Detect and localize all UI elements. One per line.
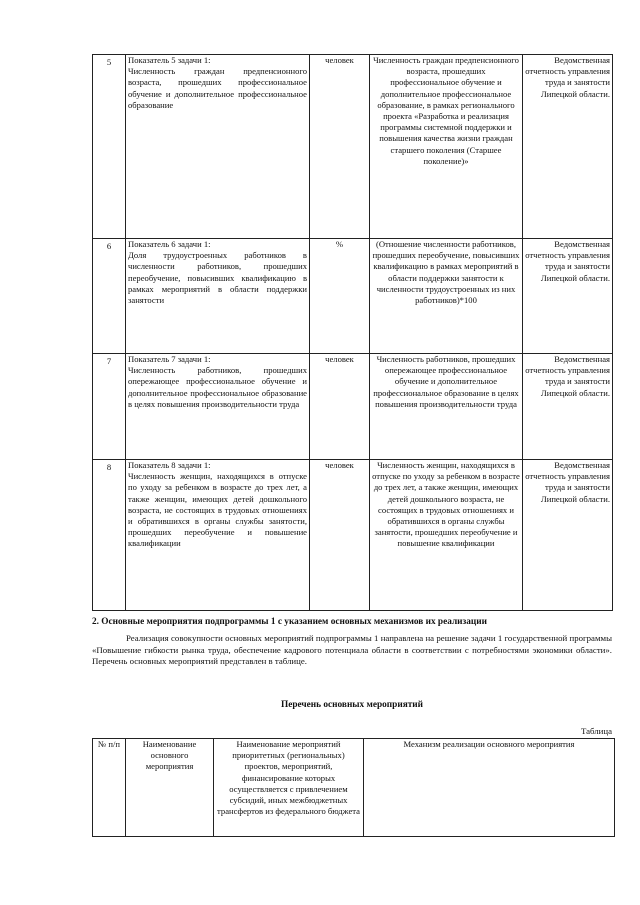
header-cell-number: № п/п xyxy=(93,739,126,837)
source-cell: Ведомственная отчетность управления труда и занятости Липецкой области. xyxy=(523,354,613,460)
table-label: Таблица xyxy=(580,726,612,736)
table-header-row xyxy=(93,739,615,837)
indicator-text: Доля трудоустроенных работников в численности работников, прошедших переобучение, повысивших квалификацию в рамках мероприятий в области поддержки занятости xyxy=(128,250,307,306)
source-cell: Ведомственная отчетность управления труда и занятости Липецкой области. xyxy=(523,55,613,239)
indicator-text: Численность работников, прошедших опережающее профессиональное обучение и дополнительное профессиональное образование в целях повышения производительности труда xyxy=(128,365,307,409)
table-row xyxy=(93,239,613,354)
row-number: 5 xyxy=(93,55,126,239)
section-paragraph: Реализация совокупности основных мероприятий подпрограммы 1 направлена на решение задачи 1 государственной программы «Повышение гибкости рынка труда, обеспечение кадрового потенциала области в соответствии с потребностями экономики области». Перечень основных мероприятий представлен в таблице. xyxy=(92,633,612,667)
indicator-text: Численность граждан предпенсионного возраста, прошедших профессиональное обучение и дополнительное профессиональное образование xyxy=(128,66,307,110)
header-cell-mechanism: Механизм реализации основного мероприятия xyxy=(364,739,615,837)
indicator-cell xyxy=(126,55,310,239)
unit-cell: человек xyxy=(310,460,370,611)
indicator-title: Показатель 8 задачи 1: xyxy=(128,460,211,470)
row-number: 7 xyxy=(93,354,126,460)
unit-cell: человек xyxy=(310,55,370,239)
row-number: 6 xyxy=(93,239,126,354)
section-title: 2. Основные мероприятия подпрограммы 1 с указанием основных механизмов их реализации xyxy=(92,617,487,627)
indicator-title: Показатель 6 задачи 1: xyxy=(128,239,211,249)
indicator-cell xyxy=(126,460,310,611)
calculation-cell: Численность женщин, находящихся в отпуске по уходу за ребенком в возрасте до трех лет, а также женщин, имеющих детей дошкольного возраста, не состоящих в трудовых отношениях и обратившихся в органы службы занятости, прошедших переобучение и повышение квалификации xyxy=(370,460,523,611)
indicator-cell xyxy=(126,354,310,460)
source-cell: Ведомственная отчетность управления труда и занятости Липецкой области. xyxy=(523,239,613,354)
table-row xyxy=(93,460,613,611)
list-title: Перечень основных мероприятий xyxy=(280,700,424,710)
indicator-title: Показатель 7 задачи 1: xyxy=(128,354,211,364)
source-cell: Ведомственная отчетность управления труда и занятости Липецкой области. xyxy=(523,460,613,611)
indicator-cell xyxy=(126,239,310,354)
calculation-cell: (Отношение численности работников, прошедших переобучение, повысивших квалификацию в рамках мероприятий в области поддержки занятости к численности трудоустроенных из них работников)*100 xyxy=(370,239,523,354)
measures-table xyxy=(92,738,615,837)
table-row xyxy=(93,55,613,239)
header-cell-name: Наименование основного мероприятия xyxy=(126,739,214,837)
unit-cell: человек xyxy=(310,354,370,460)
table-row xyxy=(93,354,613,460)
header-cell-projects: Наименование мероприятий приоритетных (региональных) проектов, мероприятий, финансирование которых осуществляется с привлечением субсидий, иных межбюджетных трансфертов из федерального бюджета xyxy=(214,739,364,837)
calculation-cell: Численность граждан предпенсионного возраста, прошедших профессиональное обучение и дополнительное профессиональное образование, в рамках регионального проекта «Разработка и реализация программы системной поддержки и повышения качества жизни граждан старшего поколения (Старшее поколение)» xyxy=(370,55,523,239)
row-number: 8 xyxy=(93,460,126,611)
indicators-table xyxy=(92,54,613,611)
calculation-cell: Численность работников, прошедших опережающее профессиональное обучение и дополнительное профессиональное образование в целях повышения производительности труда xyxy=(370,354,523,460)
indicator-title: Показатель 5 задачи 1: xyxy=(128,55,211,65)
unit-cell: % xyxy=(310,239,370,354)
indicator-text: Численность женщин, находящихся в отпуске по уходу за ребенком в возрасте до трех лет, а также женщин, имеющих детей дошкольного возраста, не состоящих в трудовых отношениях и обратившихся в органы службы занятости, прошедших переобучение и повышение квалификации xyxy=(128,471,307,549)
